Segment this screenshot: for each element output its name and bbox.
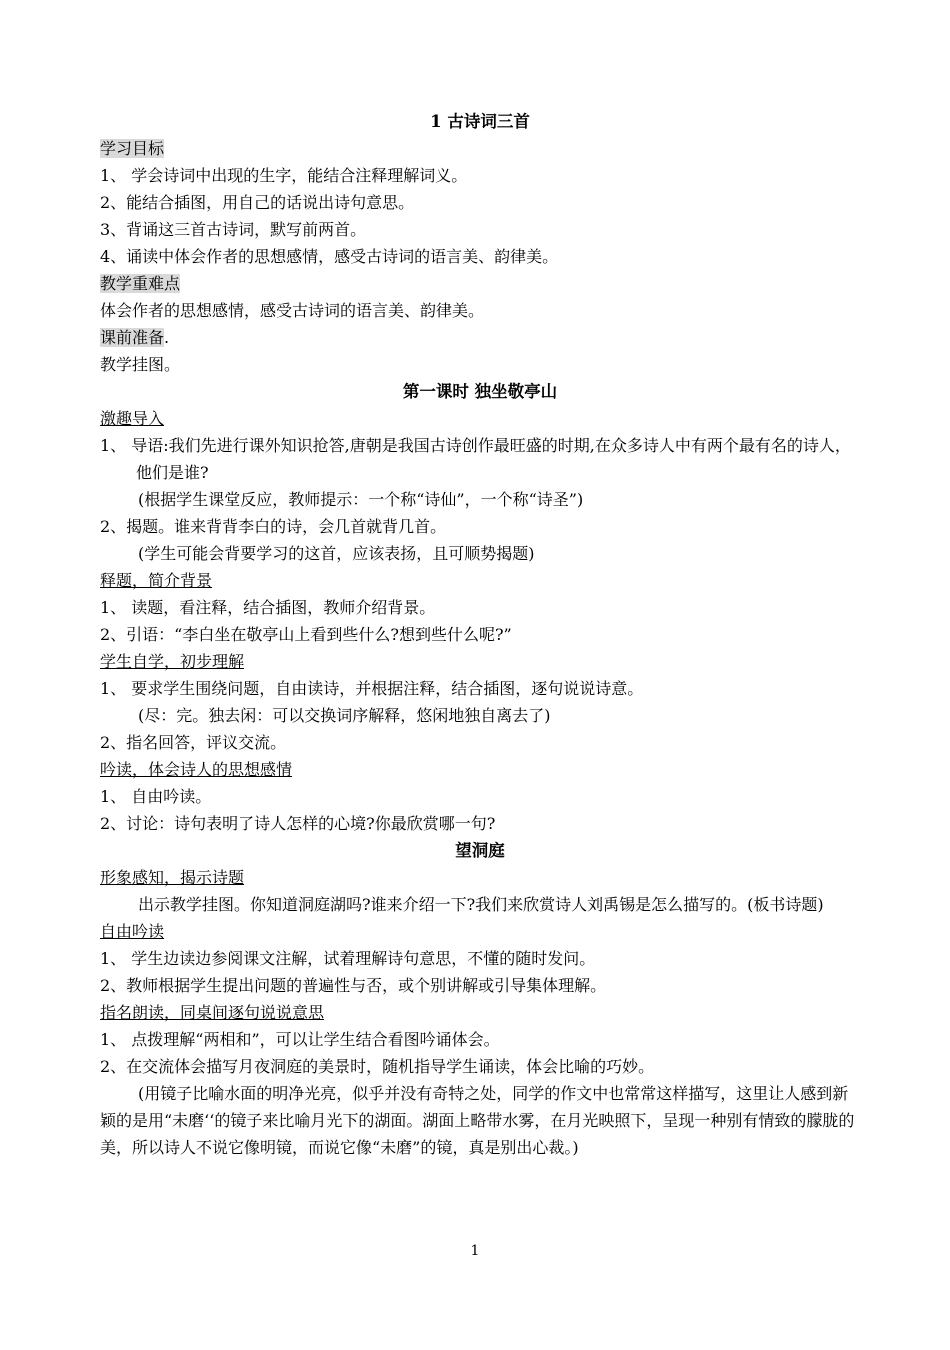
section-heading	[100, 756, 860, 783]
list-item: 2、揭题。谁来背背李白的诗，会几首就背几首。	[100, 517, 447, 536]
section-heading-text: 指名朗读，同桌间逐句说说意思	[100, 1003, 325, 1022]
lesson2-title: 望洞庭	[455, 841, 505, 860]
list-item: 2、讨论：诗句表明了诗人怎样的心境?你最欣赏哪一句?	[100, 814, 496, 833]
list-item: 1、 点拨理解“两相和”，可以让学生结合看图吟诵体会。	[100, 1030, 500, 1049]
objectives-heading	[100, 135, 860, 162]
key-points-text: 体会作者的思想感情，感受古诗词的语言美、韵律美。	[100, 301, 485, 320]
section-heading	[100, 567, 860, 594]
section-heading	[100, 999, 860, 1026]
page-number: 1	[470, 1243, 480, 1259]
list-item: 2、指名回答，评议交流。	[100, 733, 287, 752]
section-heading-text: 吟读，体会诗人的思想感情	[100, 760, 293, 779]
section-heading	[100, 405, 860, 432]
list-item: 1、 读题，看注释，结合插图，教师介绍背景。	[100, 598, 436, 617]
section-heading-text: 自由吟读	[100, 922, 165, 941]
paragraph: 出示教学挂图。你知道洞庭湖吗?谁来介绍一下?我们来欣赏诗人刘禹锡是怎么描写的。(板书诗题)	[138, 895, 824, 914]
objectives-heading-text: 学习目标	[100, 139, 165, 158]
list-item: 2、引语：“李白坐在敬亭山上看到些什么?想到些什么呢?”	[100, 625, 512, 644]
list-item: 2、教师根据学生提出问题的普遍性与否，或个别讲解或引导集体理解。	[100, 976, 607, 995]
objective-item: 3、背诵这三首古诗词，默写前两首。	[100, 220, 367, 239]
teacher-note: (尽：完。独去闲：可以交换词序解释，悠闲地独自离去了)	[138, 706, 551, 725]
list-item: 2、在交流体会描写月夜洞庭的美景时，随机指导学生诵读，体会比喻的巧妙。	[100, 1057, 655, 1076]
objective-item: 1、 学会诗词中出现的生字，能结合注释理解词义。	[100, 166, 468, 185]
section-heading-text: 形象感知，揭示诗题	[100, 868, 245, 887]
section-heading	[100, 648, 860, 675]
objective-item: 4、诵读中体会作者的思想感情，感受古诗词的语言美、韵律美。	[100, 247, 559, 266]
preparation-heading-text: 课前准备	[100, 328, 165, 347]
list-item: 1、 学生边读边参阅课文注解，试着理解诗句意思，不懂的随时发问。	[100, 949, 596, 968]
section-heading	[100, 864, 860, 891]
section-heading-text: 学生自学，初步理解	[100, 652, 245, 671]
list-item: 1、 导语:我们先进行课外知识抢答,唐朝是我国古诗创作最旺盛的时期,在众多诗人中有两个最有名的诗人，他们是谁?	[100, 436, 851, 482]
lesson1-title: 第一课时 独坐敬亭山	[402, 382, 558, 401]
teacher-note: (根据学生课堂反应，教师提示：一个称“诗仙”，一个称“诗圣”)	[138, 490, 584, 509]
preparation-heading-suffix: .	[164, 328, 170, 347]
document-title: 1 古诗词三首	[430, 112, 530, 131]
section-heading-text: 释题，简介背景	[100, 571, 213, 590]
list-item: 1、 要求学生围绕问题，自由读诗，并根据注释，结合插图，逐句说说诗意。	[100, 679, 644, 698]
teacher-note: (学生可能会背要学习的这首，应该表扬，且可顺势揭题)	[138, 544, 535, 563]
preparation-text: 教学挂图。	[100, 355, 181, 374]
document-body	[100, 108, 860, 1161]
preparation-heading	[100, 324, 860, 351]
section-heading	[100, 918, 860, 945]
section-heading-text: 激趣导入	[100, 409, 165, 428]
teacher-note: (用镜子比喻水面的明净光亮，似乎并没有奇特之处，同学的作文中也常常这样描写，这里让人感到新颖的是用“未磨‘‘的镜子来比喻月光下的湖面。湖面上略带水雾，在月光映照下，呈现一种别有情致的朦胧的美，所以诗人不说它像明镜，而说它像“未磨”的镜，真是别出心裁。)	[100, 1084, 855, 1157]
objective-item: 2、能结合插图，用自己的话说出诗句意思。	[100, 193, 415, 212]
key-points-heading-text: 教学重难点	[100, 274, 181, 293]
list-item: 1、 自由吟读。	[100, 787, 212, 806]
key-points-heading	[100, 270, 860, 297]
